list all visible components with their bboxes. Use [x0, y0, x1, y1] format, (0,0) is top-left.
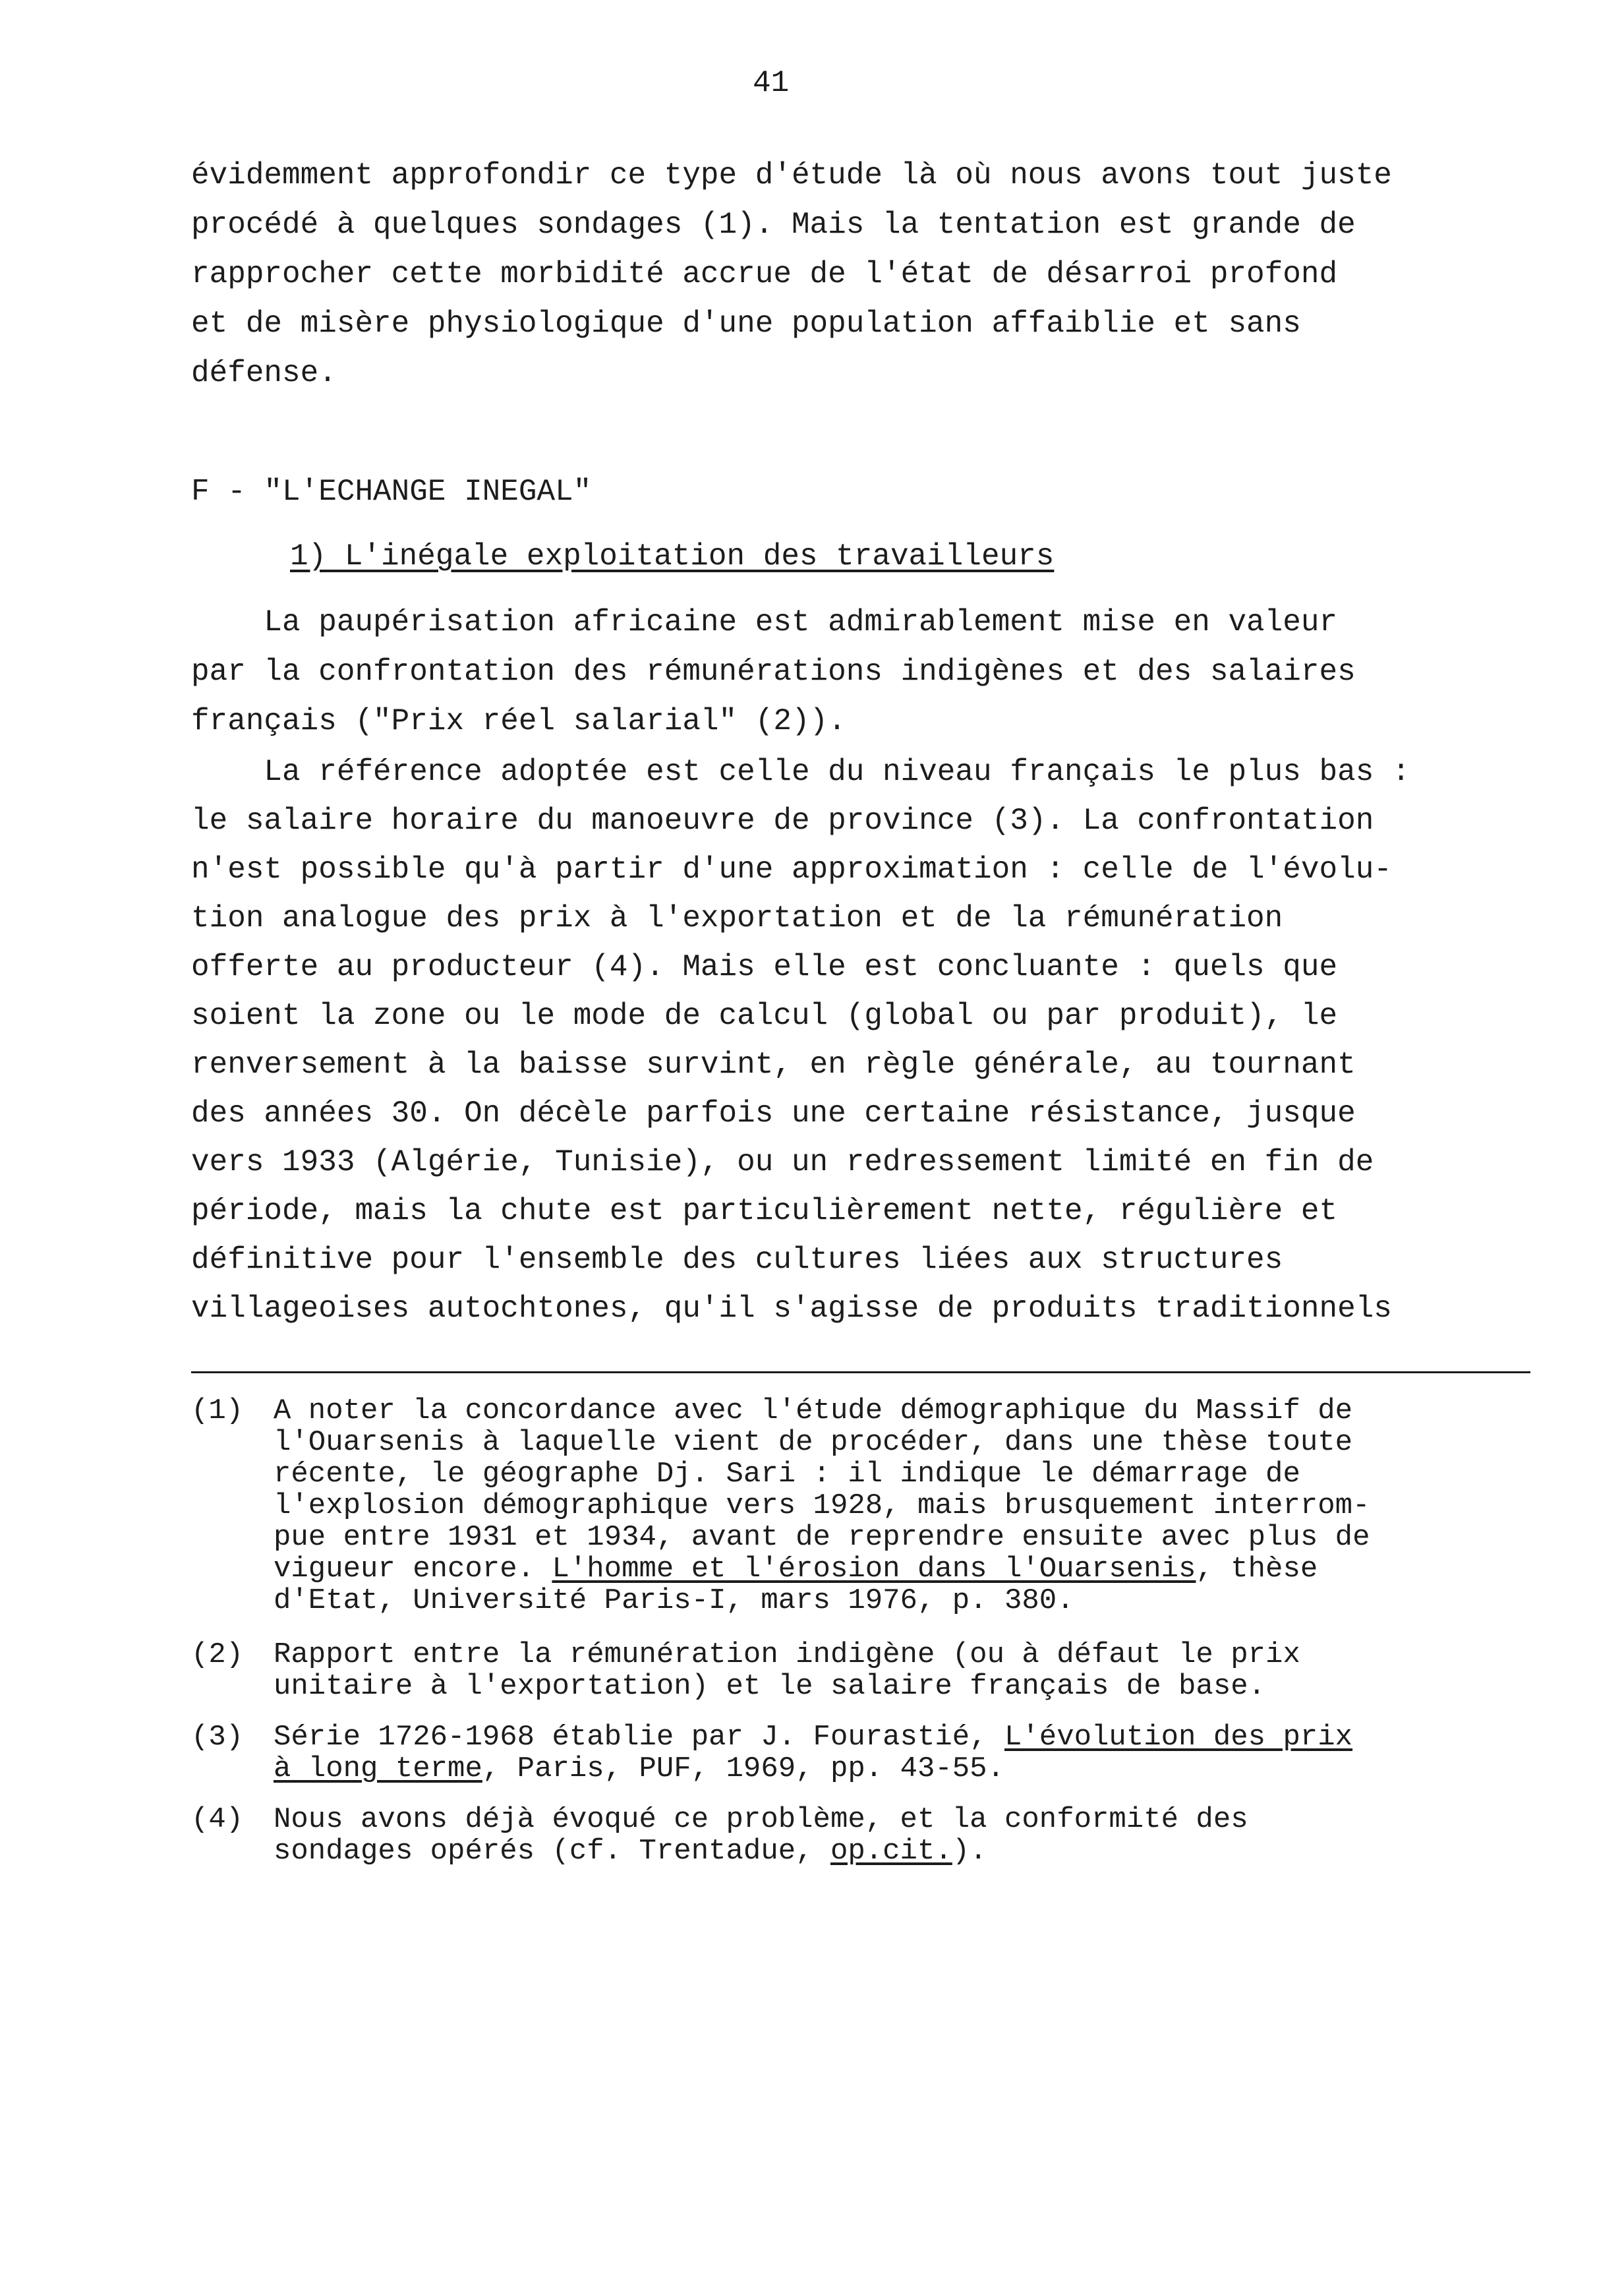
text-line: des années 30. On décèle parfois une certaine résistance, jusque — [191, 1096, 1356, 1131]
text-line: renversement à la baisse survint, en règle générale, au tournant — [191, 1048, 1356, 1082]
text-line: La paupérisation africaine est admirablement mise en valeur — [191, 605, 1338, 639]
page-number: 41 — [753, 66, 790, 100]
text-line: période, mais la chute est particulièrement nette, régulière et — [191, 1194, 1338, 1228]
footnote-number: (3) — [191, 1721, 244, 1754]
text-line: le salaire horaire du manoeuvre de province (3). La confrontation — [191, 804, 1374, 838]
text-line: rapprocher cette morbidité accrue de l'état de désarroi profond — [191, 257, 1338, 291]
footnote-text: vigueur encore. — [274, 1553, 552, 1586]
text-line: villageoises autochtones, qu'il s'agisse de produits traditionnels — [191, 1292, 1392, 1326]
footnote-line: unitaire à l'exportation) et le salaire français de base. — [274, 1670, 1266, 1703]
footnote-line: Rapport entre la rémunération indigène (ou à défaut le prix — [274, 1638, 1300, 1671]
text-line: évidemment approfondir ce type d'étude là où nous avons tout juste — [191, 158, 1392, 193]
footnote-line: l'explosion démographique vers 1928, mais brusquement interrom- — [274, 1489, 1370, 1522]
footnote-number: (4) — [191, 1803, 244, 1836]
footnote-text: sondages opérés (cf. Trentadue, — [274, 1835, 830, 1868]
subsection-heading: 1) L'inégale exploitation des travailleurs — [290, 539, 1055, 574]
text-line: par la confrontation des rémunérations indigènes et des salaires — [191, 655, 1356, 689]
text-line: tion analogue des prix à l'exportation et de la rémunération — [191, 901, 1283, 936]
text-line: soient la zone ou le mode de calcul (global ou par produit), le — [191, 999, 1338, 1033]
cited-title: à long terme — [274, 1752, 482, 1785]
text-line: vers 1933 (Algérie, Tunisie), ou un redressement limité en fin de — [191, 1145, 1374, 1179]
footnote-line — [274, 1835, 987, 1868]
footnote-line — [274, 1721, 1352, 1754]
footnote-number: (1) — [191, 1394, 244, 1427]
footnote-line: Nous avons déjà évoqué ce problème, et la conformité des — [274, 1803, 1248, 1836]
footnote-text: , Paris, PUF, 1969, pp. 43-55. — [482, 1752, 1004, 1785]
text-line: n'est possible qu'à partir d'une approximation : celle de l'évolu- — [191, 852, 1392, 887]
text-line: défense. — [191, 356, 337, 390]
footnote-line: pue entre 1931 et 1934, avant de reprendre ensuite avec plus de — [274, 1521, 1370, 1554]
text-line: offerte au producteur (4). Mais elle est concluante : quels que — [191, 950, 1338, 984]
cited-title: L'évolution des prix — [1004, 1721, 1353, 1754]
footnote-text: ). — [952, 1835, 987, 1868]
footnote-line: A noter la concordance avec l'étude démographique du Massif de — [274, 1394, 1353, 1427]
cited-title: L'homme et l'érosion dans l'Ouarsenis — [552, 1553, 1196, 1586]
text-line: La référence adoptée est celle du niveau français le plus bas : — [191, 755, 1410, 789]
footnote-line: récente, le géographe Dj. Sari : il indique le démarrage de — [274, 1458, 1300, 1491]
footnote-text: Série 1726-1968 établie par J. Fourastié, — [274, 1721, 1004, 1754]
footnote-line — [274, 1553, 1318, 1586]
footnote-separator — [191, 1371, 1530, 1373]
text-line: et de misère physiologique d'une population affaiblie et sans — [191, 307, 1301, 341]
text-line: français ("Prix réel salarial" (2)). — [191, 704, 846, 738]
footnote-line — [274, 1752, 1004, 1785]
footnote-number: (2) — [191, 1638, 244, 1671]
section-heading: F - "L'ECHANGE INEGAL" — [191, 475, 592, 509]
text-line: procédé à quelques sondages (1). Mais la tentation est grande de — [191, 208, 1356, 242]
cited-reference: op.cit. — [830, 1835, 952, 1868]
text-line: définitive pour l'ensemble des cultures liées aux structures — [191, 1243, 1283, 1277]
footnote-line: l'Ouarsenis à laquelle vient de procéder, dans une thèse toute — [274, 1426, 1353, 1459]
footnote-text: , thèse — [1196, 1553, 1318, 1586]
footnote-line: d'Etat, Université Paris-I, mars 1976, p. 380. — [274, 1584, 1074, 1617]
